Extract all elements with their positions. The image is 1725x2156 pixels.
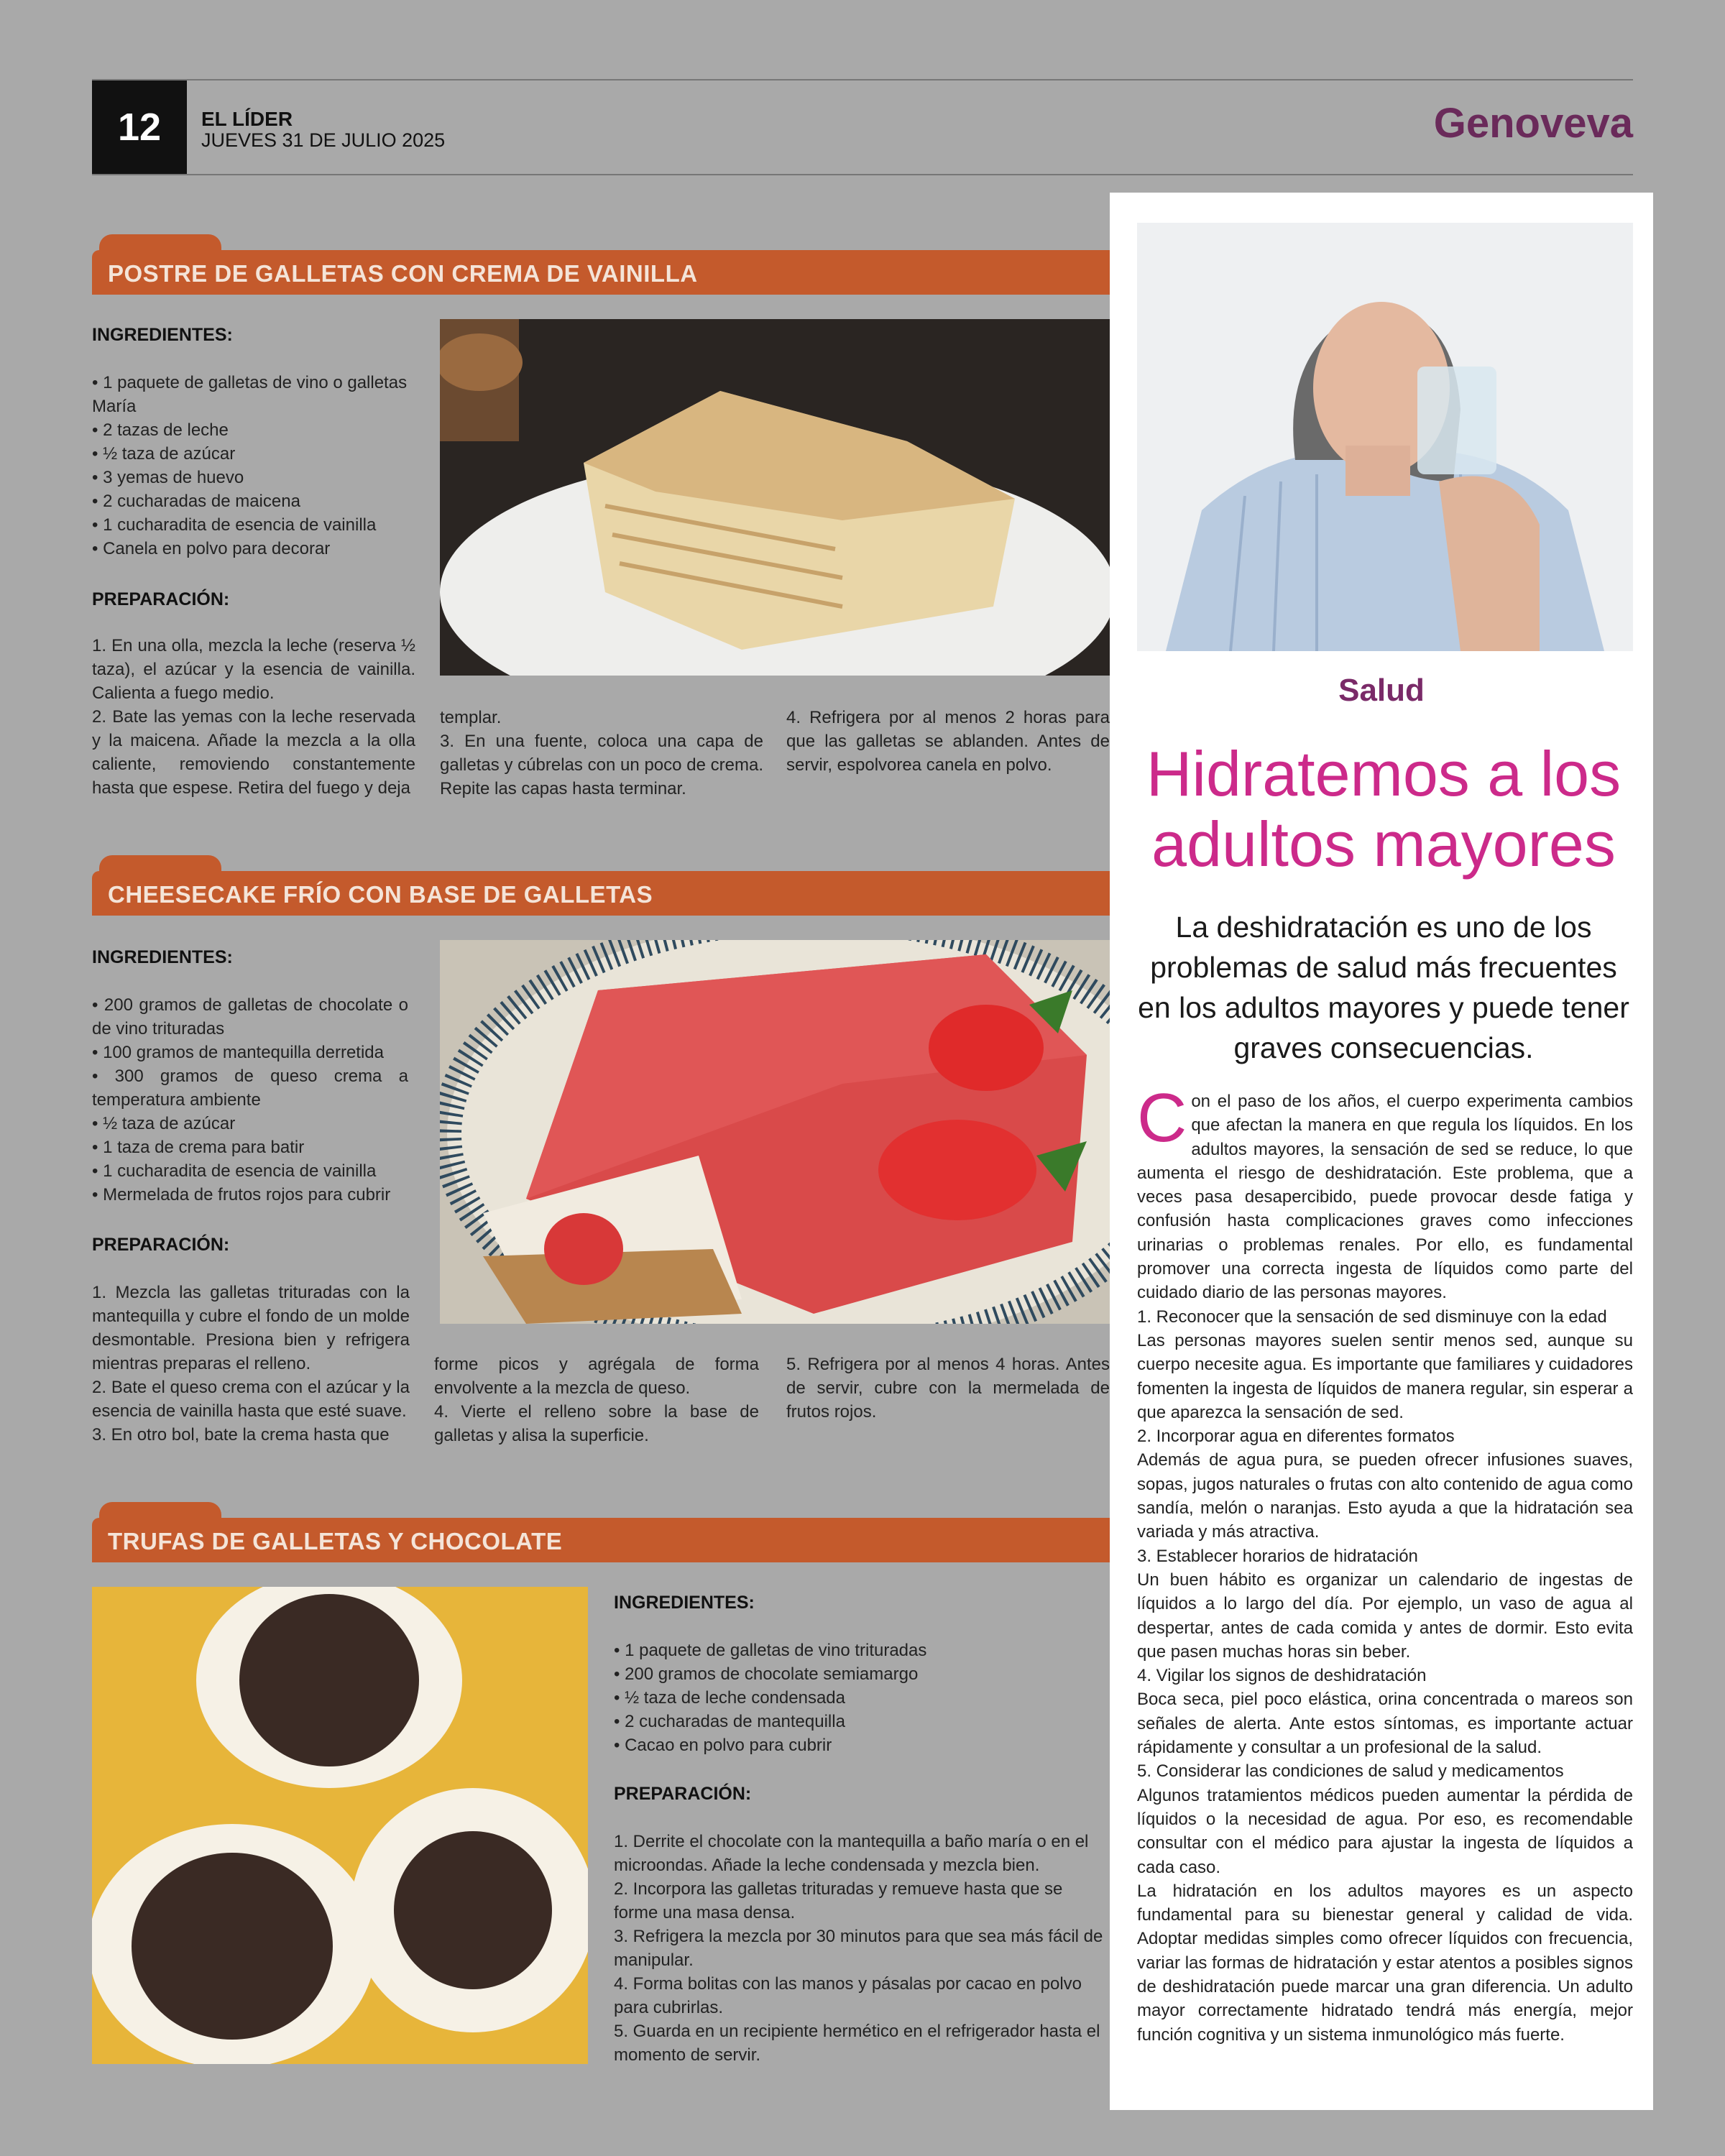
recipe-2-preparation-col1: 1. Mezcla las galletas trituradas con la mantequilla y cubre el fondo de un molde desmontable. Presiona bien y refrigera mientras preparas el relleno. 2. Bate el queso crema con el azúcar y la esencia de vainilla hasta que esté suave. 3. En otro bol, bate la crema hasta que <box>92 1283 410 1445</box>
point-heading: 2. Incorporar agua en diferentes formatos <box>1137 1427 1455 1447</box>
recipe-1-preparation-col3: 4. Refrigera por al menos 2 horas para que las galletas se ablanden. Antes de servir, espolvorea canela en polvo. <box>786 708 1110 775</box>
recipe-3-ingredients-list <box>614 1639 1110 1757</box>
point-heading: 5. Considerar las condiciones de salud y medicamentos <box>1137 1761 1564 1782</box>
recipe-1-photo <box>440 319 1110 676</box>
recipe-3-preparation-label: PREPARACIÓN: <box>614 1784 752 1804</box>
ingredient-item: • Canela en polvo para decorar <box>92 537 415 561</box>
ingredient-item: • ½ taza de azúcar <box>92 1112 408 1135</box>
recipe-3-photo <box>92 1587 588 2064</box>
point-text: Además de agua pura, se pueden ofrecer infusiones suaves, sopas, jugos naturales o frutas con alto contenido de agua como sandía, melón o naranjas. Esto ayuda a que la hidratación sea variada y más atractiva. <box>1137 1450 1633 1542</box>
sidebar-photo <box>1137 223 1633 651</box>
recipe-1-preparation-col2: templar. 3. En una fuente, coloca una capa de galletas y cúbrelas con un poco de crema. Repite las capas hasta terminar. <box>440 708 763 798</box>
ingredient-item: • 1 paquete de galletas de vino trituradas <box>614 1639 1110 1662</box>
ingredient-item: • 2 tazas de leche <box>92 418 415 442</box>
lead-paragraph: Con el paso de los años, el cuerpo experimenta cambios que afectan la manera en que regula los líquidos. En los adultos mayores, la sensación de sed se reduce, lo que aumenta el riesgo de deshidratación. Este problema, que a veces pasa desapercibido, puede provocar desde fatiga y confusión hasta complicaciones graves como infecciones urinarias o problemas renales. Por ello, es fundamental promover una correcta ingesta de líquidos como parte del cuidado diario de las personas mayores. <box>1137 1079 1633 1303</box>
recipe-3-preparation: 1. Derrite el chocolate con la mantequilla a baño maría o en el microondas. Añade la leche condensada y mezcla bien. 2. Incorpora las galletas trituradas y remueve hasta que se forme una masa densa. 3. Refrigera la mezcla por 30 minutos para que sea más fácil de manipular. 4. Forma bolitas con las manos y pásalas por cacao en polvo para cubrirlas. 5. Guarda en un recipiente hermético en el refrigerador hasta el momento de servir. <box>614 1832 1103 2065</box>
header-rule-top <box>92 79 1633 80</box>
dropcap: C <box>1137 1079 1187 1156</box>
point-text: Las personas mayores suelen sentir menos sed, aunque su cuerpo necesite agua. Es importante que familiares y cuidadores fomenten la ingesta de líquidos de manera regular, sin esperar a que aparezca la sensación de sed. <box>1137 1330 1633 1422</box>
ingredient-item: • ½ taza de leche condensada <box>614 1686 1110 1710</box>
ingredient-item: • 1 paquete de galletas de vino o galletas María <box>92 371 415 418</box>
recipe-1-ingredients-label: INGREDIENTES: <box>92 325 233 345</box>
point-heading: 1. Reconocer que la sensación de sed disminuye con la edad <box>1137 1307 1607 1327</box>
point-heading: 3. Establecer horarios de hidratación <box>1137 1546 1418 1566</box>
recipe-1-title: POSTRE DE GALLETAS CON CREMA DE VAINILLA <box>108 260 698 287</box>
recipe-2-preparation-col3: 5. Refrigera por al menos 4 horas. Antes de servir, cubre con la mermelada de frutos rojos. <box>786 1355 1110 1422</box>
closing-paragraph: La hidratación en los adultos mayores es un aspecto fundamental para su bienestar general y calidad de vida. Adoptar medidas simples como ofrecer líquidos con frecuencia, variar las formas de hidratación y estar atentos a posibles signos de deshidratación puede marcar una gran diferencia. Un adulto mayor correctamente hidratado tendrá más energía, mejor función cognitiva y un sistema inmunológico más fuerte. <box>1137 1881 1633 2045</box>
ingredient-item: • Mermelada de frutos rojos para cubrir <box>92 1183 408 1207</box>
sidebar-category: Salud <box>1338 673 1425 708</box>
ingredient-item: • 3 yemas de huevo <box>92 466 415 489</box>
point-heading: 4. Vigilar los signos de deshidratación <box>1137 1666 1427 1686</box>
point-text: Algunos tratamientos médicos pueden aumentar la pérdida de líquidos o la necesidad de agua. Por eso, es recomendable consultar con el médico para ajustar la ingesta de líquidos a cada caso. <box>1137 1785 1633 1877</box>
recipe-1-ingredients-list <box>92 371 415 561</box>
ingredient-item: • 1 taza de crema para batir <box>92 1135 408 1159</box>
recipe-3-title: TRUFAS DE GALLETAS Y CHOCOLATE <box>108 1528 563 1554</box>
recipe-2-ingredients-list <box>92 993 408 1207</box>
page-number: 12 <box>92 80 187 174</box>
paper-date: JUEVES 31 DE JULIO 2025 <box>201 129 446 151</box>
recipe-2-ingredients-label: INGREDIENTES: <box>92 947 233 967</box>
sidebar-body <box>1137 1079 1633 2047</box>
ingredient-item: • 2 cucharadas de maicena <box>92 489 415 513</box>
ingredient-item: • 200 gramos de chocolate semiamargo <box>614 1662 1110 1686</box>
recipe-2-photo <box>440 940 1110 1324</box>
header-rule-bottom <box>92 174 1633 175</box>
recipe-1-preparation-label: PREPARACIÓN: <box>92 589 230 609</box>
recipe-1-preparation-col1: 1. En una olla, mezcla la leche (reserva ½ taza), el azúcar y la esencia de vainilla. Calienta a fuego medio. 2. Bate las yemas con la leche reservada y la maicena. Añade la mezcla a la olla caliente, removiendo constantemente hasta que espese. Retira del fuego y deja <box>92 636 415 798</box>
ingredient-item: • Cacao en polvo para cubrir <box>614 1733 1110 1757</box>
sidebar-subtitle: La deshidratación es uno de los problemas de salud más frecuentes en los adultos mayores y puede tener graves consecuencias. <box>1138 911 1629 1064</box>
ingredient-item: • ½ taza de azúcar <box>92 442 415 466</box>
recipe-2-header <box>92 871 1111 916</box>
recipe-2-title: CHEESECAKE FRÍO CON BASE DE GALLETAS <box>108 881 653 908</box>
recipe-2-preparation-col2: forme picos y agrégala de forma envolvente a la mezcla de queso. 4. Vierte el relleno sobre la base de galletas y alisa la superficie. <box>434 1355 759 1445</box>
ingredient-item: • 100 gramos de mantequilla derretida <box>92 1041 408 1064</box>
recipe-3-ingredients-label: INGREDIENTES: <box>614 1593 755 1613</box>
ingredient-item: • 2 cucharadas de mantequilla <box>614 1710 1110 1733</box>
ingredient-item: • 300 gramos de queso crema a temperatura ambiente <box>92 1064 408 1112</box>
sidebar-headline: Hidratemos a los adultos mayores <box>1146 738 1622 880</box>
recipe-2-preparation-label: PREPARACIÓN: <box>92 1235 230 1255</box>
section-name: Genoveva <box>1433 100 1633 147</box>
ingredient-item: • 1 cucharadita de esencia de vainilla <box>92 1159 408 1183</box>
point-text: Boca seca, piel poco elástica, orina concentrada o mareos son señales de alerta. Ante estos síntomas, es importante actuar rápidamente y consultar a un profesional de la salud. <box>1137 1690 1633 1758</box>
point-text: Un buen hábito es organizar un calendario de ingestas de líquidos a lo largo del día. Por ejemplo, un vaso de agua al despertar, antes de cada comida y antes de dormir. Esto evita que pasen muchas horas sin beber. <box>1137 1570 1633 1662</box>
paper-name: EL LÍDER <box>201 108 293 130</box>
recipe-3-header <box>92 1518 1111 1562</box>
recipe-1-header <box>92 250 1111 295</box>
ingredient-item: • 200 gramos de galletas de chocolate o de vino trituradas <box>92 993 408 1041</box>
ingredient-item: • 1 cucharadita de esencia de vainilla <box>92 513 415 537</box>
